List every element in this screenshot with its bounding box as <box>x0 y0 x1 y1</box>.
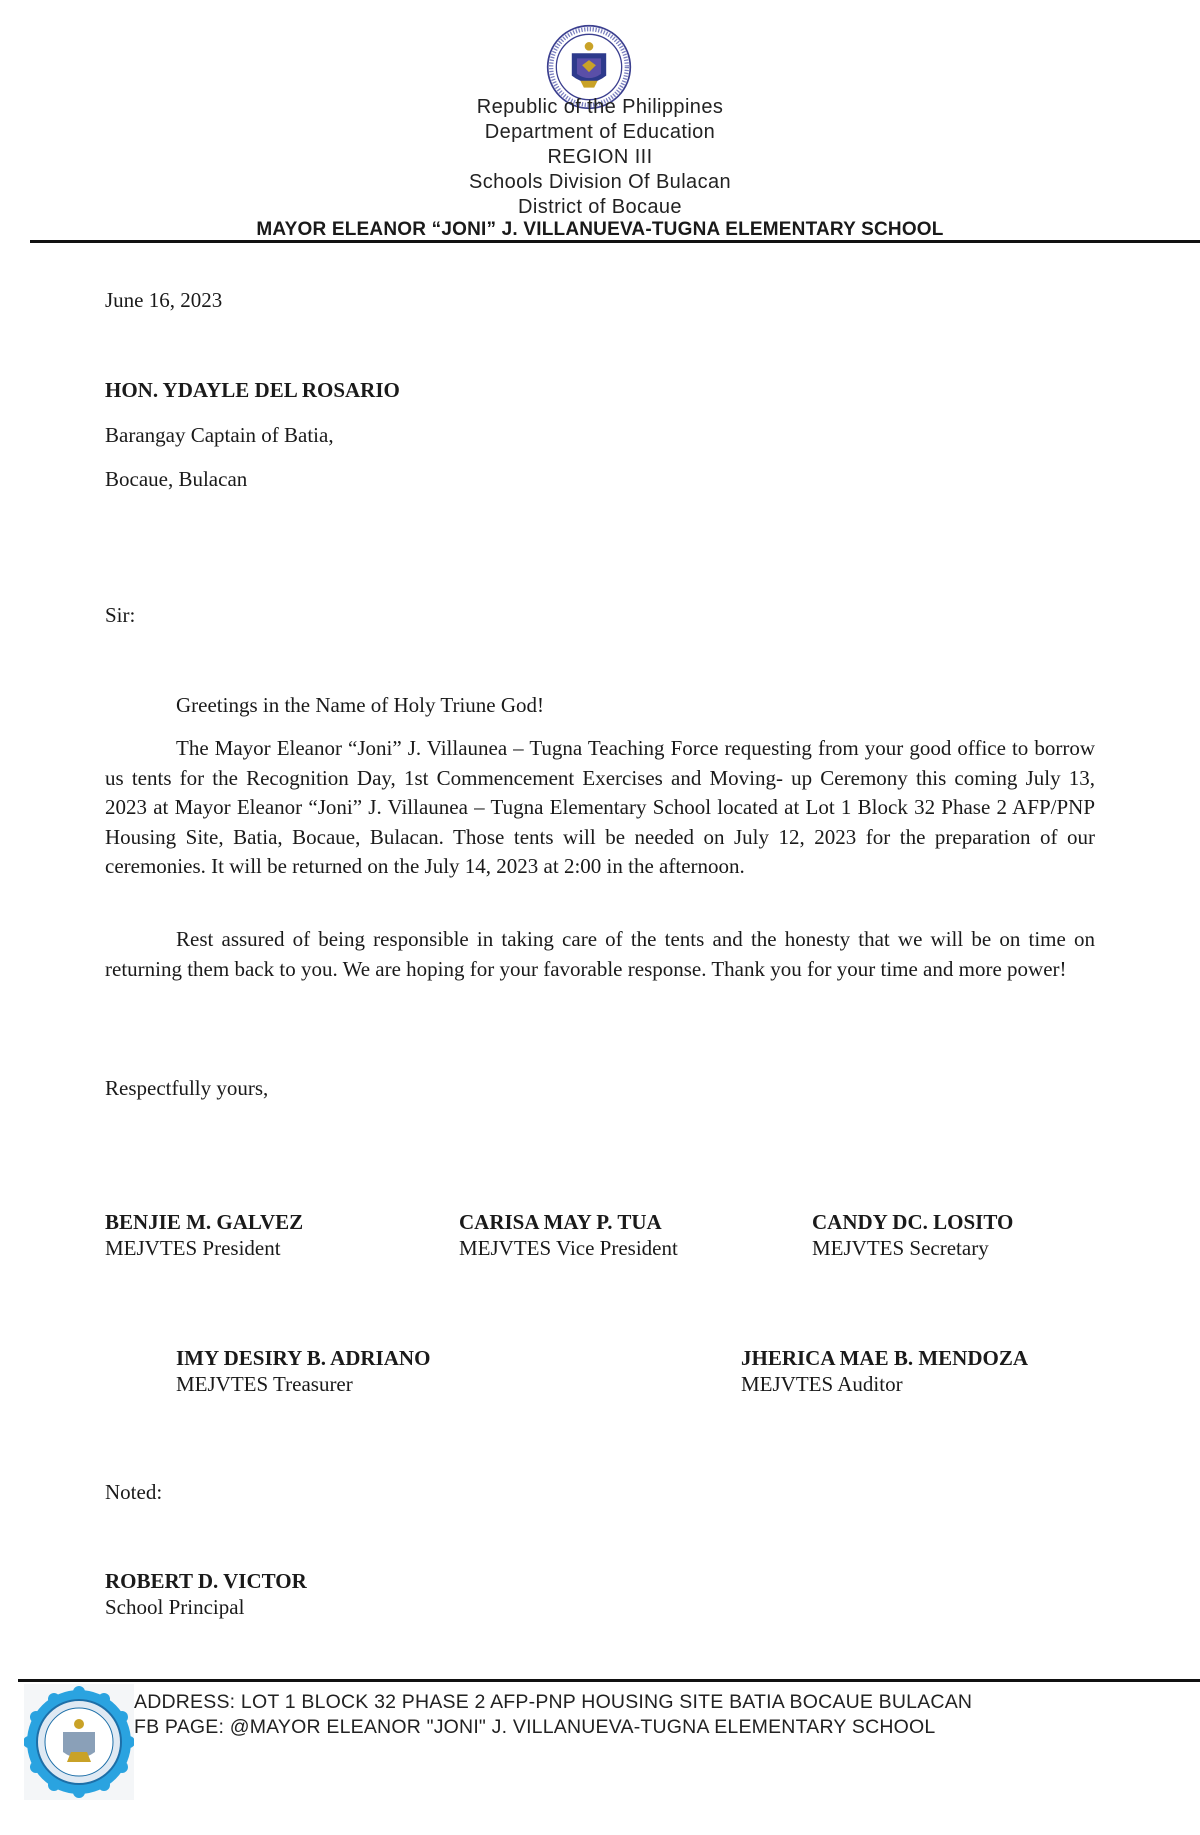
signatory-auditor <box>741 1345 1028 1398</box>
principal-role: School Principal <box>105 1595 245 1619</box>
signatory-role: MEJVTES Treasurer <box>176 1372 353 1396</box>
footer-address: ADDRESS: LOT 1 BLOCK 32 PHASE 2 AFP-PNP HOUSING SITE BATIA BOCAUE BULACAN <box>134 1691 973 1713</box>
recipient-title: Barangay Captain of Batia, <box>105 423 334 447</box>
school-name: MAYOR ELEANOR “JONI” J. VILLANUEVA-TUGNA ELEMENTARY SCHOOL <box>256 219 944 240</box>
footer-rule <box>18 1679 1200 1682</box>
footer-fb-page: FB PAGE: @MAYOR ELEANOR "JONI" J. VILLANUEVA-TUGNA ELEMENTARY SCHOOL <box>134 1716 936 1738</box>
greeting: Greetings in the Name of Holy Triune God! <box>176 693 545 717</box>
letter-date: June 16, 2023 <box>105 288 223 312</box>
signatory-name: CARISA MAY P. TUA <box>459 1210 662 1234</box>
noted-label: Noted: <box>105 1480 163 1504</box>
body-paragraph-request: The Mayor Eleanor “Joni” J. Villaunea – Tugna Teaching Force requesting from your good office to borrow us tents for the Recognition Day, 1st Commencement Exercises and Moving- up Ceremony this coming July 13, 2023 at Mayor Eleanor “Joni” J. Villaunea – Tugna Elementary School located at Lot 1 Block 32 Phase 2 AFP/PNP Housing Site, Batia, Bocaue, Bulacan. Those tents will be needed on July 12, 2023 for the preparation of our ceremonies. It will be returned on the July 14, 2023 at 2:00 in the afternoon. <box>105 736 1095 878</box>
recipient-address: Bocaue, Bulacan <box>105 467 248 491</box>
signatory-vice-president <box>459 1209 678 1262</box>
signatory-role: MEJVTES President <box>105 1236 281 1260</box>
signatory-name: IMY DESIRY B. ADRIANO <box>176 1346 431 1370</box>
signatory-role: MEJVTES Secretary <box>812 1236 989 1260</box>
signatory-president <box>105 1209 303 1262</box>
signatory-name: CANDY DC. LOSITO <box>812 1210 1014 1234</box>
signatory-name: BENJIE M. GALVEZ <box>105 1210 304 1234</box>
signatory-role: MEJVTES Vice President <box>459 1236 678 1260</box>
school-seal-icon <box>24 1684 134 1800</box>
principal-signature <box>105 1568 307 1621</box>
signatory-name: JHERICA MAE B. MENDOZA <box>741 1346 1029 1370</box>
header-line-division: Schools Division Of Bulacan <box>468 171 732 193</box>
header-line-region: REGION III <box>547 146 653 168</box>
header-line-department: Department of Education <box>484 121 716 143</box>
header-rule <box>30 240 1200 243</box>
header-line-republic: Republic of the Philippines <box>476 96 724 118</box>
header-line-district: District of Bocaue <box>518 196 682 218</box>
signatory-treasurer <box>176 1345 430 1398</box>
signatory-role: MEJVTES Auditor <box>741 1372 903 1396</box>
body-paragraph-assurance: Rest assured of being responsible in taking care of the tents and the honesty that we will be on time on returning them back to you. We are hoping for your favorable response. Thank you for your time and more power! <box>105 927 1095 981</box>
recipient-name: HON. YDAYLE DEL ROSARIO <box>105 378 400 402</box>
salutation: Sir: <box>105 603 136 627</box>
closing: Respectfully yours, <box>105 1076 269 1100</box>
signatory-secretary <box>812 1209 1013 1262</box>
principal-name: ROBERT D. VICTOR <box>105 1569 307 1593</box>
